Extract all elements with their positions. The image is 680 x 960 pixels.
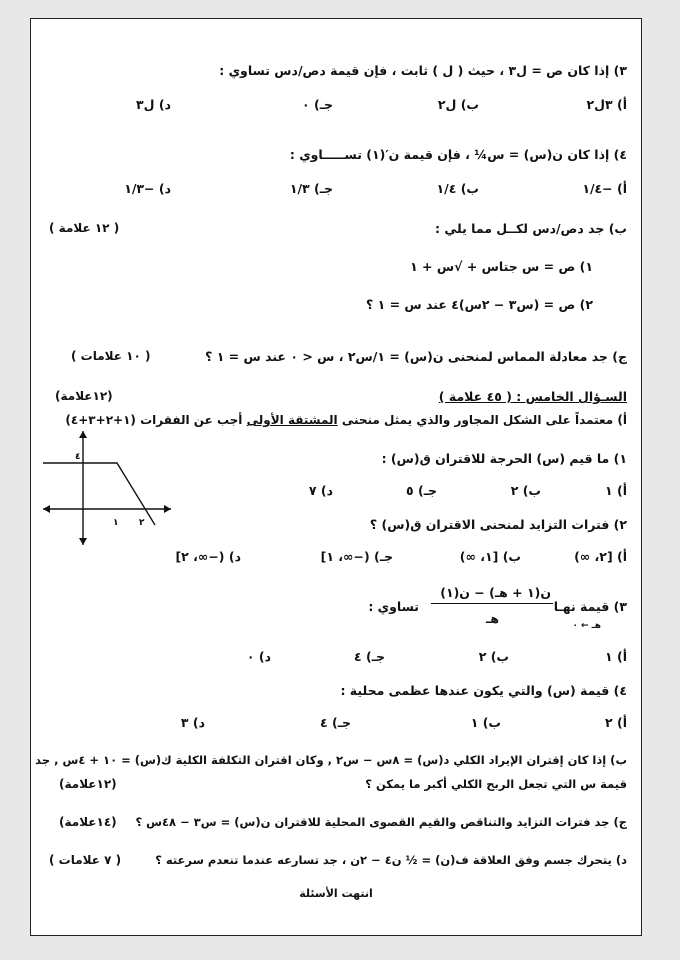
q5-s2-option-d: د) (−∞، ٢] xyxy=(175,549,241,564)
y-axis-arrow-up xyxy=(79,431,87,438)
partj2-stem: ج) جد فترات التزايد والتناقص والقيم القصوى المحلية للاقتران ن(س) = س٣ − ٤٨س ؟ xyxy=(135,815,627,829)
q5-s2-stem: ٢) فترات التزايد لمنحنى الاقتران ق(س) ؟ xyxy=(369,517,627,532)
partb2-line-1: ب) إذا كان إقتران الإيراد الكلي د(س) = ٨س − س٢ , وكان اقتران التكلفة الكلية ك(س) = ١٠ + ٤س , جد xyxy=(35,753,627,767)
q5-s1-option-d: د) ٧ xyxy=(308,483,333,498)
q5-s4-option-c: جـ) ٤ xyxy=(320,715,351,730)
q3-option-b: ب) ل٢ xyxy=(437,97,479,112)
partb2-line-2: قيمة س التي تجعل الربح الكلي أكبر ما يمكن ؟ xyxy=(365,777,627,791)
q5-title: السـؤال الخامس : ( ٤٥ علامة ) xyxy=(438,389,627,404)
q5-s2-option-b: ب) [١، ∞) xyxy=(459,549,521,564)
partb-item-2: ٢) ص = (س٣ − ٢س)٤ عند س = ١ ؟ xyxy=(366,297,593,312)
q5-s3-stem-b: تساوي : xyxy=(368,599,419,614)
q5-s3-option-b: ب) ٢ xyxy=(478,649,509,664)
x-label-1: ١ xyxy=(113,518,119,528)
q3-option-d: د) ل٣ xyxy=(136,97,171,112)
q5-s4-option-a: أ) ٢ xyxy=(605,715,627,730)
q3-stem: ٣) إذا كان ص = ل٣ ، حيث ( ل ) ثابت ، فإن قيمة دص/دس تساوي : xyxy=(219,63,627,78)
derivative-graph xyxy=(39,427,179,552)
q5-intro-a: أ) معتمداً على الشكل المجاور والذي يمثل منحنى xyxy=(341,413,627,427)
q4-stem: ٤) إذا كان ن(س) = س¼ ، فإن قيمة ن′(١) تســـــاوي : xyxy=(289,147,627,162)
q5-s3-option-d: د) ٠ xyxy=(246,649,271,664)
q4-option-a: أ) −١/٤ xyxy=(582,181,627,196)
q5-s3-denominator: هـ xyxy=(486,611,499,626)
q5-s3-option-a: أ) ١ xyxy=(605,649,627,664)
q3-option-a: أ) ٣ل٢ xyxy=(586,97,627,112)
partb-marks: ( ١٢ علامة ) xyxy=(49,221,120,235)
partj-stem: ج) جد معادلة المماس لمنحنى ن(س) = ١/س٢ ، س < ٠ عند س = ١ ؟ xyxy=(205,349,627,364)
q5-intro-underlined: المشتقة الأولى xyxy=(246,413,338,427)
q5-s1-option-b: ب) ٢ xyxy=(510,483,541,498)
q5-s2-option-c: جـ) (−∞، ١] xyxy=(320,549,393,564)
exam-page xyxy=(30,18,642,936)
q4-option-b: ب) ١/٤ xyxy=(436,181,479,196)
q5-s2-option-a: أ) [٢، ∞) xyxy=(574,549,627,564)
q5-s1-option-c: جـ) ٥ xyxy=(406,483,437,498)
q5-s1-stem: ١) ما قيم (س) الحرجة للاقتران ق(س) : xyxy=(381,451,627,466)
q5-s4-stem: ٤) قيمة (س) والتي يكون عندها عظمى محلية : xyxy=(340,683,627,698)
partd-marks: ( ٧ علامات ) xyxy=(49,853,122,867)
q5-s4-option-d: د) ٣ xyxy=(180,715,205,730)
q5-marks: (١٢علامة) xyxy=(55,389,113,403)
partj-marks: ( ١٠ علامات ) xyxy=(71,349,151,363)
y-axis-arrow-down xyxy=(79,538,87,545)
q4-option-c: جـ) ١/٣ xyxy=(289,181,333,196)
q4-option-d: د) −١/٣ xyxy=(124,181,171,196)
partb-stem: ب) جد دص/دس لكــل مما يلي : xyxy=(435,221,627,236)
x-axis-arrow-right xyxy=(164,505,171,513)
q5-s3-stem-a: ٣) قيمة نهـا xyxy=(553,599,627,614)
partj2-marks: (١٤علامة) xyxy=(59,815,117,829)
q5-intro xyxy=(65,413,627,427)
x-axis-arrow-left xyxy=(43,505,50,513)
end-of-questions: انتهت الأسئلة xyxy=(299,887,373,900)
q5-intro-b: أجب عن الفقرات (١+٢+٣+٤) xyxy=(65,413,243,427)
q5-s1-option-a: أ) ١ xyxy=(605,483,627,498)
q3-option-c: جـ) ٠ xyxy=(302,97,333,112)
fraction-bar xyxy=(431,603,553,604)
partd-stem: د) يتحرك جسم وفق العلاقة ف(ن) = ½ ن٤ − ٢ن ، جد تسارعه عندما تنعدم سرعته ؟ xyxy=(155,853,627,867)
q5-s3-limit-sub: هـ ← ٠ xyxy=(572,621,601,631)
q5-s4-option-b: ب) ١ xyxy=(470,715,501,730)
y-label-4: ٤ xyxy=(75,452,81,462)
q5-s3-option-c: جـ) ٤ xyxy=(354,649,385,664)
partb-item-1: ١) ص = س جتاس + √س + ١ xyxy=(410,259,593,274)
q5-s3-numerator: ن(١ + هـ) − ن(١) xyxy=(440,585,551,600)
x-label-2: ٢ xyxy=(139,518,145,528)
partb2-marks: (١٢علامة) xyxy=(59,777,117,791)
derivative-curve xyxy=(43,463,155,525)
